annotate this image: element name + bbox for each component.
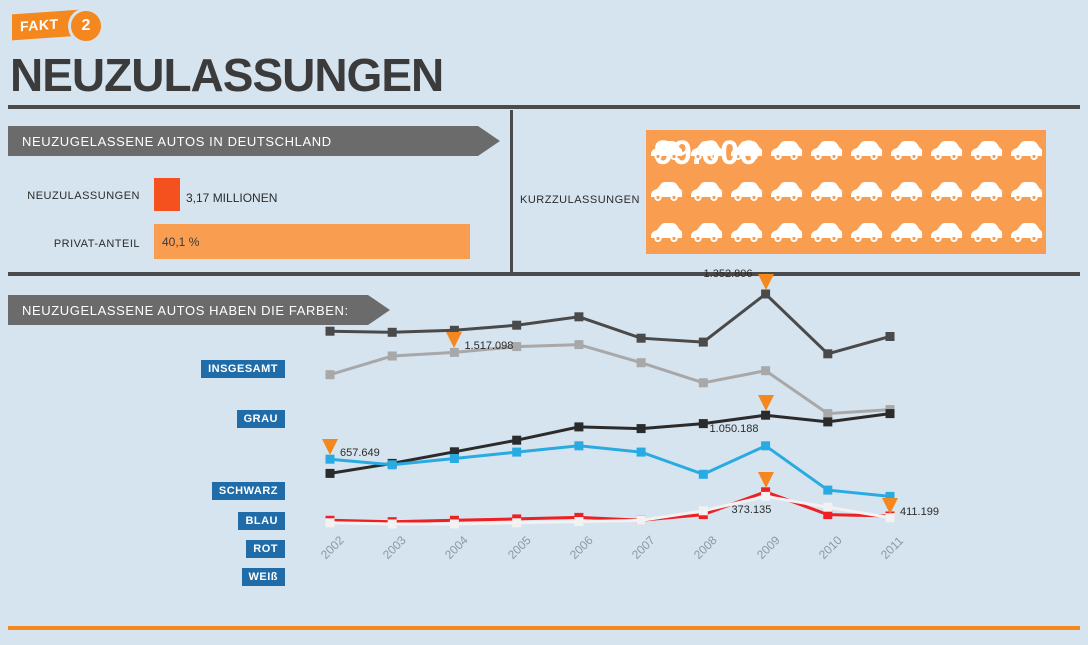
chart-annotation-label-grau: 1.517.098 xyxy=(464,340,514,353)
stat-label-privat-anteil: PRIVAT-ANTEIL xyxy=(53,238,140,250)
chart-marker xyxy=(699,419,708,428)
chart-marker xyxy=(761,366,770,375)
chart-marker xyxy=(326,469,335,478)
chart-series-label-schwarz: SCHWARZ xyxy=(212,482,285,500)
chart-marker xyxy=(699,378,708,387)
car-icon xyxy=(966,130,1006,171)
chart-marker xyxy=(886,513,895,522)
car-icon xyxy=(726,171,766,212)
chart-xtick: 2005 xyxy=(504,533,534,562)
chart-marker xyxy=(637,424,646,433)
car-icon xyxy=(966,212,1006,253)
car-icon xyxy=(766,212,806,253)
chart-marker xyxy=(388,520,397,529)
chart-marker xyxy=(823,486,832,495)
chart-xtick: 2006 xyxy=(566,533,596,562)
divider-top xyxy=(8,105,1080,109)
car-icon xyxy=(926,130,966,171)
car-icon xyxy=(886,130,926,171)
car-icon xyxy=(806,212,846,253)
car-icon xyxy=(1006,171,1046,212)
chart-marker xyxy=(699,338,708,347)
chart-marker xyxy=(574,340,583,349)
chart-series-label-insgesamt: INSGESAMT xyxy=(201,360,285,378)
chart-marker xyxy=(450,520,459,529)
car-icon xyxy=(646,171,686,212)
chart-series-label-weiss: WEIß xyxy=(242,568,286,586)
chart-marker xyxy=(512,448,521,457)
chart-annotation-label-weiss: 411.199 xyxy=(900,505,939,518)
fakt-number: 2 xyxy=(68,8,104,44)
chart-annotation-label-schwarz: 1.050.188 xyxy=(709,423,759,436)
chart-line-blau xyxy=(330,446,890,497)
chart-line-grau xyxy=(330,345,890,414)
chart-marker xyxy=(512,342,521,351)
bar-privat-anteil xyxy=(154,224,470,259)
chart-marker xyxy=(761,492,770,501)
chart-xtick: 2003 xyxy=(380,533,410,562)
chart-annotation-marker xyxy=(758,274,774,290)
page-title: NEUZULASSUNGEN xyxy=(10,49,444,101)
chart-marker xyxy=(450,348,459,357)
chart-marker xyxy=(326,327,335,336)
chart-marker xyxy=(574,422,583,431)
car-icon xyxy=(686,212,726,253)
chart-series-label-rot: ROT xyxy=(246,540,285,558)
chart-marker xyxy=(574,312,583,321)
chart-marker xyxy=(823,349,832,358)
chart-annotation-label-rot: 373.135 xyxy=(731,503,772,516)
chart-marker xyxy=(886,332,895,341)
car-icon xyxy=(926,212,966,253)
chart-marker xyxy=(637,448,646,457)
chart-marker xyxy=(823,503,832,512)
chart-marker xyxy=(326,370,335,379)
banner-neuzugelassene-autos xyxy=(8,126,478,156)
chart-marker xyxy=(637,334,646,343)
stat-value-neuzulassungen: 3,17 MILLIONEN xyxy=(186,191,278,205)
car-icon xyxy=(966,171,1006,212)
car-icon xyxy=(846,130,886,171)
car-icon xyxy=(886,212,926,253)
car-icon xyxy=(646,212,686,253)
car-icon xyxy=(886,171,926,212)
car-icon xyxy=(846,171,886,212)
chart-annotation-label-blau: 657.649 xyxy=(340,447,380,460)
chart-marker xyxy=(761,441,770,450)
fakt-badge xyxy=(12,8,98,40)
chart-marker xyxy=(574,517,583,526)
chart-xtick: 2004 xyxy=(442,533,472,562)
chart-marker xyxy=(388,460,397,469)
chart-marker xyxy=(699,506,708,515)
stat-label-kurzzulassungen: KURZZULASSUNGEN xyxy=(520,194,640,206)
banner-label: NEUZUGELASSENE AUTOS IN DEUTSCHLAND xyxy=(22,133,332,149)
chart-xtick: 2002 xyxy=(318,533,347,562)
banner-arrow xyxy=(478,126,500,156)
car-icon xyxy=(726,212,766,253)
car-icon xyxy=(926,171,966,212)
chart-marker xyxy=(637,516,646,525)
chart-annotation-label-insgesamt: 1.352.806 xyxy=(703,268,753,280)
chart-marker xyxy=(512,436,521,445)
car-icon xyxy=(1006,212,1046,253)
chart-xtick: 2009 xyxy=(753,533,783,562)
chart-marker xyxy=(326,455,335,464)
chart-marker xyxy=(450,454,459,463)
chart-marker xyxy=(823,417,832,426)
chart-annotation-marker xyxy=(758,472,774,488)
chart-line-schwarz xyxy=(330,414,890,474)
bar-neuzulassungen xyxy=(154,178,180,211)
chart-annotation-marker xyxy=(322,439,338,455)
line-chart xyxy=(0,268,1088,626)
chart-marker xyxy=(761,290,770,299)
car-icon xyxy=(846,212,886,253)
chart-marker xyxy=(512,321,521,330)
chart-xtick: 2008 xyxy=(691,533,721,562)
chart-line-rot xyxy=(330,492,890,522)
car-icon xyxy=(1006,130,1046,171)
car-icon xyxy=(686,171,726,212)
divider-vertical xyxy=(510,110,513,272)
chart-marker xyxy=(574,441,583,450)
chart-marker xyxy=(886,409,895,418)
chart-annotation-marker xyxy=(446,332,462,348)
chart-marker xyxy=(823,409,832,418)
fakt-label: FAKT xyxy=(20,15,59,35)
divider-bottom xyxy=(8,626,1080,630)
chart-series-label-grau: GRAU xyxy=(237,410,285,428)
banner-label-farben: NEUZUGELASSENE AUTOS HABEN DIE FARBEN: xyxy=(22,302,349,318)
car-icon xyxy=(806,130,846,171)
chart-marker xyxy=(761,411,770,420)
chart-marker xyxy=(699,470,708,479)
car-icon xyxy=(766,130,806,171)
stat-label-neuzulassungen: NEUZULASSUNGEN xyxy=(27,190,140,202)
stat-value-privat-anteil: 40,1 % xyxy=(162,235,200,249)
chart-series-label-blau: BLAU xyxy=(238,512,285,530)
chart-xtick: 2011 xyxy=(878,533,907,562)
chart-line-insgesamt xyxy=(330,294,890,354)
chart-marker xyxy=(512,518,521,527)
chart-marker xyxy=(388,352,397,361)
chart-xtick: 2010 xyxy=(815,533,845,562)
car-icon xyxy=(766,171,806,212)
chart-annotation-marker xyxy=(882,498,898,514)
pictogram-number: 99.000 xyxy=(654,134,758,172)
chart-annotation-marker xyxy=(758,395,774,411)
chart-xtick: 2007 xyxy=(629,533,658,562)
chart-marker xyxy=(388,328,397,337)
chart-marker xyxy=(637,358,646,367)
chart-marker xyxy=(326,518,335,527)
car-icon xyxy=(806,171,846,212)
